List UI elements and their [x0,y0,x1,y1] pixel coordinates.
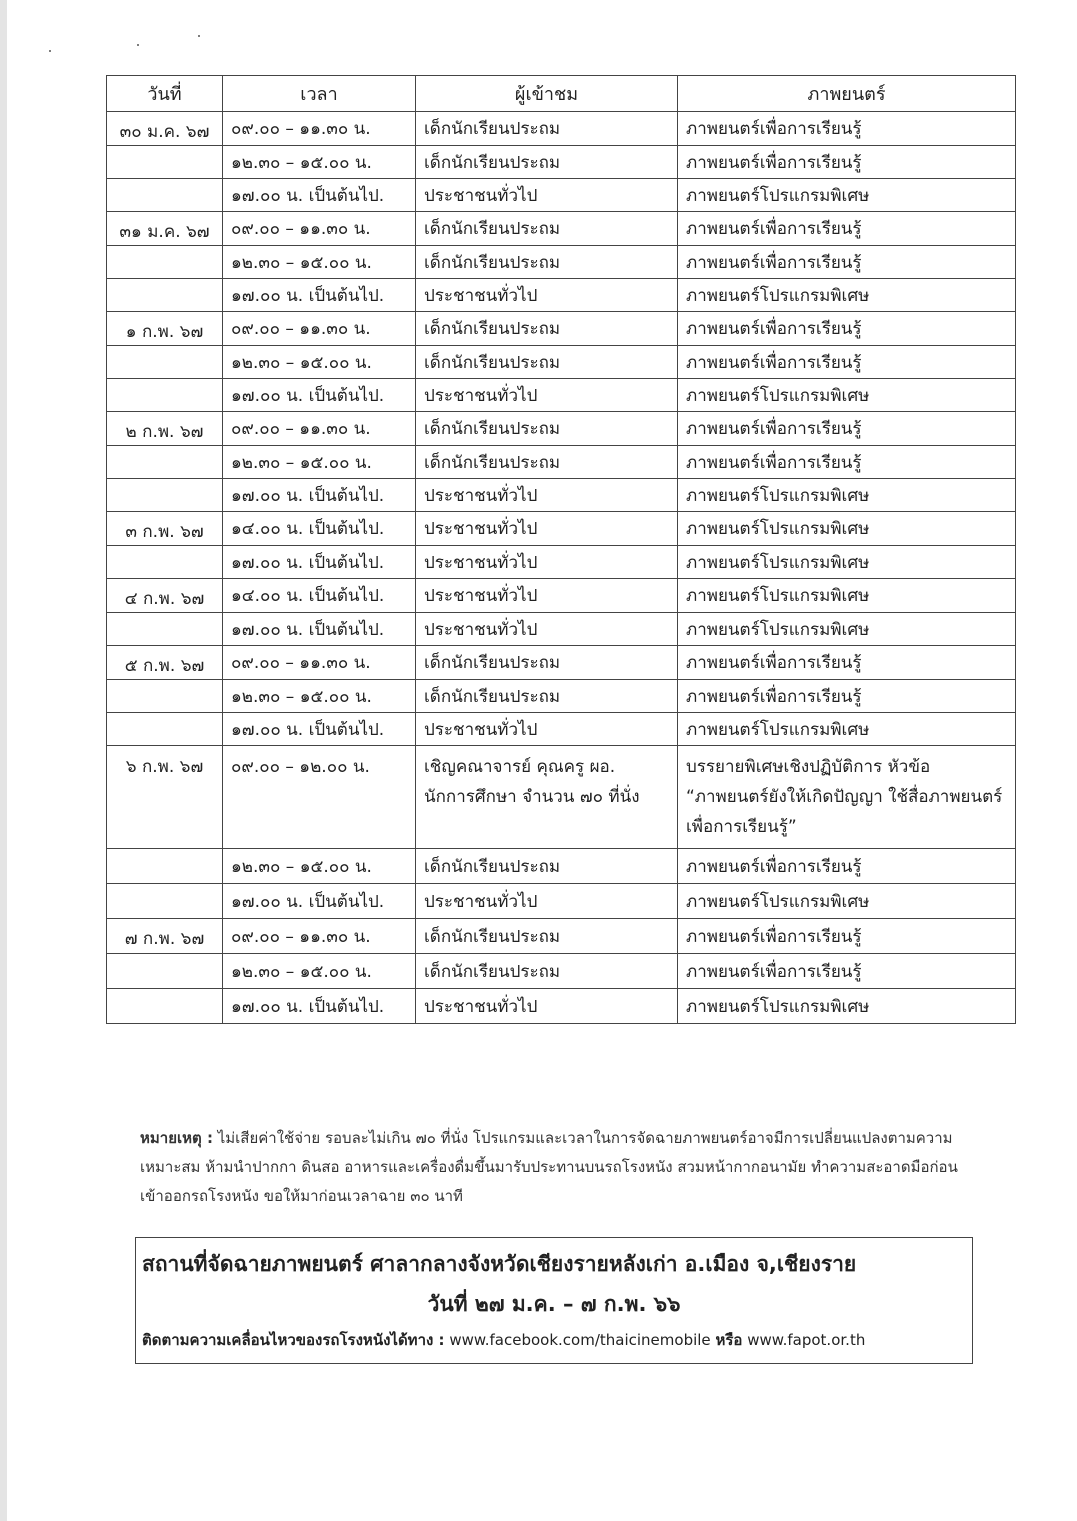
cell-film: ภาพยนตร์โปรแกรมพิเศษ [678,579,1016,613]
cell-film: ภาพยนตร์โปรแกรมพิเศษ [678,479,1016,512]
venue-follow-line [142,1328,865,1352]
cell-audience: ประชาชนทั่วไป [416,546,678,579]
table-row [107,312,1016,346]
header-time: เวลา [223,76,416,112]
cell-audience: ประชาชนทั่วไป [416,713,678,746]
cell-audience: เด็กนักเรียนประถม [416,849,678,884]
cell-film: ภาพยนตร์โปรแกรมพิเศษ [678,713,1016,746]
cell-audience: เด็กนักเรียนประถม [416,146,678,179]
cell-time: ๐๙.๐๐ – ๑๑.๓๐ น. [223,312,416,346]
table-row [107,989,1016,1024]
cell-audience: เด็กนักเรียนประถม [416,680,678,713]
cell-time: ๐๙.๐๐ – ๑๑.๓๐ น. [223,919,416,954]
table-row [107,746,1016,849]
cell-date [107,179,223,212]
cell-audience: ประชาชนทั่วไป [416,179,678,212]
cell-film: ภาพยนตร์เพื่อการเรียนรู้ [678,446,1016,479]
cell-time: ๐๙.๐๐ – ๑๑.๓๐ น. [223,112,416,146]
table-row [107,919,1016,954]
scan-edge-strip [0,0,7,1521]
cell-film: ภาพยนตร์โปรแกรมพิเศษ [678,546,1016,579]
cell-film: ภาพยนตร์โปรแกรมพิเศษ [678,613,1016,646]
table-row [107,546,1016,579]
cell-date: ๕ ก.พ. ๖๗ [107,646,223,680]
cell-audience: ประชาชนทั่วไป [416,579,678,613]
cell-audience: เด็กนักเรียนประถม [416,312,678,346]
cell-time: ๑๗.๐๐ น. เป็นต้นไป. [223,989,416,1024]
scan-speck [49,50,51,52]
scan-speck [198,35,200,37]
cell-date: ๗ ก.พ. ๖๗ [107,919,223,954]
cell-audience: ประชาชนทั่วไป [416,989,678,1024]
remark-text: ไม่เสียค่าใช้จ่าย รอบละไม่เกิน ๗๐ ที่นั่ง โปรแกรมและเวลาในการจัดฉายภาพยนตร์อาจมีการเปลี่ยนแปลงตามความเหมาะสม ห้ามนำปากกา ดินสอ อาหารและเครื่องดื่มขึ้นมารับประทานบนรถโรงหนัง สวมหน้ากากอนามัย ทำความสะอาดมือก่อนเข้าออกรถโรงหนัง ขอให้มาก่อนเวลาฉาย ๓๐ นาที [140,1129,958,1205]
table-row [107,146,1016,179]
cell-time: ๑๒.๓๐ – ๑๕.๐๐ น. [223,680,416,713]
cell-date: ๓ ก.พ. ๖๗ [107,512,223,546]
cell-date [107,246,223,279]
cell-date: ๓๐ ม.ค. ๖๗ [107,112,223,146]
cell-date [107,613,223,646]
cell-film: ภาพยนตร์เพื่อการเรียนรู้ [678,212,1016,246]
cell-audience: ประชาชนทั่วไป [416,512,678,546]
fapot-link[interactable]: www.fapot.or.th [747,1331,866,1349]
cell-audience: ประชาชนทั่วไป [416,613,678,646]
cell-time: ๑๗.๐๐ น. เป็นต้นไป. [223,884,416,919]
cell-film: ภาพยนตร์โปรแกรมพิเศษ [678,884,1016,919]
cell-time: ๑๒.๓๐ – ๑๕.๐๐ น. [223,849,416,884]
cell-audience: ประชาชนทั่วไป [416,884,678,919]
venue-dates: วันที่ ๒๗ ม.ค. – ๗ ก.พ. ๖๖ [427,1292,681,1316]
table-row [107,446,1016,479]
cell-audience: เด็กนักเรียนประถม [416,954,678,989]
cell-time: ๑๗.๐๐ น. เป็นต้นไป. [223,546,416,579]
table-body [107,112,1016,1024]
cell-time: ๑๒.๓๐ – ๑๕.๐๐ น. [223,446,416,479]
cell-film: ภาพยนตร์เพื่อการเรียนรู้ [678,919,1016,954]
cell-date: ๑ ก.พ. ๖๗ [107,312,223,346]
table-row [107,680,1016,713]
table-row [107,849,1016,884]
cell-audience: เชิญคณาจารย์ คุณครู ผอ. นักการศึกษา จำนวน ๗๐ ที่นั่ง [416,746,678,849]
header-date: วันที่ [107,76,223,112]
cell-date [107,989,223,1024]
screening-schedule-table [106,75,1016,1024]
cell-film: บรรยายพิเศษเชิงปฏิบัติการ หัวข้อ “ภาพยนตร์ยังให้เกิดปัญญา ใช้สื่อภาพยนตร์เพื่อการเรียนรู้” [678,746,1016,849]
cell-date [107,849,223,884]
table-row [107,954,1016,989]
cell-film: ภาพยนตร์เพื่อการเรียนรู้ [678,112,1016,146]
cell-film: ภาพยนตร์เพื่อการเรียนรู้ [678,246,1016,279]
table-row [107,279,1016,312]
table-row [107,212,1016,246]
or-text: หรือ [715,1331,743,1349]
table-row [107,884,1016,919]
table-row [107,479,1016,512]
cell-film: ภาพยนตร์เพื่อการเรียนรู้ [678,954,1016,989]
cell-date [107,379,223,412]
header-audience: ผู้เข้าชม [416,76,678,112]
table-header-row [107,76,1016,112]
cell-time: ๑๗.๐๐ น. เป็นต้นไป. [223,613,416,646]
cell-date: ๖ ก.พ. ๖๗ [107,746,223,849]
cell-date [107,954,223,989]
header-film: ภาพยนตร์ [678,76,1016,112]
cell-audience: เด็กนักเรียนประถม [416,246,678,279]
facebook-link[interactable]: www.facebook.com/thaicinemobile [449,1331,711,1349]
cell-time: ๑๗.๐๐ น. เป็นต้นไป. [223,479,416,512]
cell-audience: เด็กนักเรียนประถม [416,112,678,146]
cell-film: ภาพยนตร์เพื่อการเรียนรู้ [678,312,1016,346]
cell-film: ภาพยนตร์โปรแกรมพิเศษ [678,989,1016,1024]
cell-date: ๔ ก.พ. ๖๗ [107,579,223,613]
table-row [107,412,1016,446]
cell-date [107,479,223,512]
table-row [107,646,1016,680]
cell-film: ภาพยนตร์เพื่อการเรียนรู้ [678,646,1016,680]
cell-audience: เด็กนักเรียนประถม [416,446,678,479]
table-row [107,246,1016,279]
cell-time: ๑๗.๐๐ น. เป็นต้นไป. [223,179,416,212]
remark-label: หมายเหตุ : [140,1129,213,1147]
cell-date: ๒ ก.พ. ๖๗ [107,412,223,446]
table-row [107,579,1016,613]
cell-film: ภาพยนตร์โปรแกรมพิเศษ [678,512,1016,546]
table-row [107,179,1016,212]
cell-film: ภาพยนตร์เพื่อการเรียนรู้ [678,146,1016,179]
table-row [107,346,1016,379]
table-row [107,379,1016,412]
cell-audience: เด็กนักเรียนประถม [416,412,678,446]
cell-time: ๑๒.๓๐ – ๑๕.๐๐ น. [223,346,416,379]
cell-audience: ประชาชนทั่วไป [416,379,678,412]
cell-audience: เด็กนักเรียนประถม [416,919,678,954]
cell-film: ภาพยนตร์โปรแกรมพิเศษ [678,379,1016,412]
cell-time: ๑๗.๐๐ น. เป็นต้นไป. [223,379,416,412]
cell-time: ๐๙.๐๐ – ๑๑.๓๐ น. [223,412,416,446]
cell-time: ๑๗.๐๐ น. เป็นต้นไป. [223,279,416,312]
cell-date [107,446,223,479]
cell-date [107,680,223,713]
cell-time: ๑๒.๓๐ – ๑๕.๐๐ น. [223,146,416,179]
cell-audience: ประชาชนทั่วไป [416,279,678,312]
cell-audience: เด็กนักเรียนประถม [416,346,678,379]
cell-date [107,713,223,746]
cell-time: ๑๒.๓๐ – ๑๕.๐๐ น. [223,246,416,279]
cell-film: ภาพยนตร์โปรแกรมพิเศษ [678,179,1016,212]
cell-film: ภาพยนตร์เพื่อการเรียนรู้ [678,849,1016,884]
cell-date [107,146,223,179]
remark-note [140,1124,970,1211]
cell-time: ๑๒.๓๐ – ๑๕.๐๐ น. [223,954,416,989]
cell-date: ๓๑ ม.ค. ๖๗ [107,212,223,246]
table-row [107,512,1016,546]
cell-audience: เด็กนักเรียนประถม [416,646,678,680]
cell-film: ภาพยนตร์เพื่อการเรียนรู้ [678,346,1016,379]
cell-time: ๐๙.๐๐ – ๑๒.๐๐ น. [223,746,416,849]
cell-time: ๐๙.๐๐ – ๑๑.๓๐ น. [223,646,416,680]
venue-location: สถานที่จัดฉายภาพยนตร์ ศาลากลางจังหวัดเชียงรายหลังเก่า อ.เมือง จ,เชียงราย [142,1252,857,1276]
cell-date [107,279,223,312]
cell-audience: ประชาชนทั่วไป [416,479,678,512]
cell-time: ๐๙.๐๐ – ๑๑.๓๐ น. [223,212,416,246]
cell-date [107,884,223,919]
cell-date [107,346,223,379]
cell-time: ๑๔.๐๐ น. เป็นต้นไป. [223,512,416,546]
cell-audience: เด็กนักเรียนประถม [416,212,678,246]
cell-film: ภาพยนตร์เพื่อการเรียนรู้ [678,680,1016,713]
cell-time: ๑๔.๐๐ น. เป็นต้นไป. [223,579,416,613]
cell-film: ภาพยนตร์โปรแกรมพิเศษ [678,279,1016,312]
cell-time: ๑๗.๐๐ น. เป็นต้นไป. [223,713,416,746]
venue-box [135,1237,973,1364]
follow-label: ติดตามความเคลื่อนไหวของรถโรงหนังได้ทาง : [142,1331,445,1349]
scan-speck [137,44,139,46]
table-row [107,713,1016,746]
table-row [107,112,1016,146]
cell-film: ภาพยนตร์เพื่อการเรียนรู้ [678,412,1016,446]
cell-date [107,546,223,579]
table-row [107,613,1016,646]
